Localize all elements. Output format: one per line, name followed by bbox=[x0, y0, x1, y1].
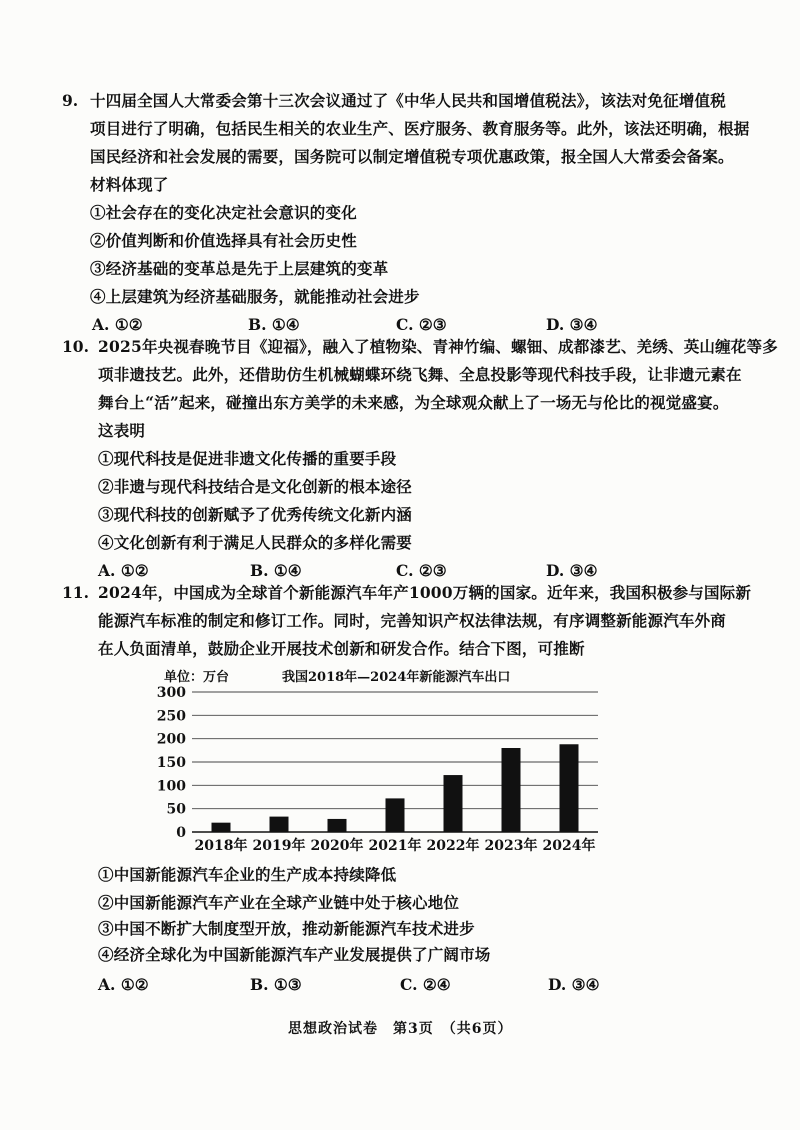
y-tick-label: 0 bbox=[176, 825, 186, 841]
x-tick-label: 2024年 bbox=[542, 838, 596, 854]
stem-line: 能源汽车标准的制定和修订工作。同时，完善知识产权法律法规，有序调整新能源汽车外商 bbox=[98, 611, 727, 630]
stem-line: 2025年央视春晚节目《迎福》，融入了植物染、青神竹编、螺钿、成都漆艺、羌绣、英山缠花等多 bbox=[98, 337, 778, 356]
bar-2023年 bbox=[502, 748, 521, 832]
statement: ③现代科技的创新赋予了优秀传统文化新内涵 bbox=[98, 505, 413, 524]
statement: ②价值判断和价值选择具有社会历史性 bbox=[90, 231, 357, 250]
option-a[interactable]: A. ①② bbox=[92, 315, 143, 334]
statement: ③经济基础的变革总是先于上层建筑的变革 bbox=[90, 259, 389, 278]
statement: ④上层建筑为经济基础服务，就能推动社会进步 bbox=[90, 287, 420, 306]
statement: ④经济全球化为中国新能源汽车产业发展提供了广阔市场 bbox=[98, 945, 491, 964]
page-footer: 思想政治试卷 第3页 （共6页） bbox=[288, 1021, 513, 1037]
option-d[interactable]: D. ③④ bbox=[546, 561, 598, 580]
option-d[interactable]: D. ③④ bbox=[548, 975, 600, 994]
stem-line: 项目进行了明确，包括民生相关的农业生产、医疗服务、教育服务等。此外，该法还明确，根据 bbox=[90, 119, 750, 138]
x-tick-label: 2020年 bbox=[310, 838, 364, 854]
x-tick-label: 2022年 bbox=[426, 838, 480, 854]
option-c[interactable]: C. ②③ bbox=[396, 315, 447, 334]
y-tick-label: 250 bbox=[156, 708, 186, 725]
option-d[interactable]: D. ③④ bbox=[546, 315, 598, 334]
option-a[interactable]: A. ①② bbox=[98, 561, 149, 580]
statement: ②中国新能源汽车产业在全球产业链中处于核心地位 bbox=[98, 893, 460, 912]
option-c[interactable]: C. ②③ bbox=[396, 561, 447, 580]
stem-line: 这表明 bbox=[98, 421, 146, 440]
statement: ①中国新能源汽车企业的生产成本持续降低 bbox=[98, 865, 397, 884]
x-tick-label: 2019年 bbox=[252, 838, 306, 854]
bar-2022年 bbox=[444, 775, 463, 832]
option-b[interactable]: B. ①④ bbox=[250, 561, 302, 580]
bar-2018年 bbox=[212, 823, 231, 832]
x-tick-label: 2023年 bbox=[484, 838, 538, 854]
stem-line: 国民经济和社会发展的需要，国务院可以制定增值税专项优惠政策，报全国人大常委会备案。 bbox=[90, 147, 734, 166]
bar-2024年 bbox=[560, 744, 579, 832]
statement: ①现代科技是促进非遗文化传播的重要手段 bbox=[98, 449, 397, 468]
option-a[interactable]: A. ①② bbox=[98, 975, 149, 994]
y-tick-label: 200 bbox=[156, 731, 186, 748]
x-tick-label: 2021年 bbox=[368, 838, 422, 854]
option-b[interactable]: B. ①③ bbox=[250, 975, 302, 994]
statement: ③中国不断扩大制度型开放，推动新能源汽车技术进步 bbox=[98, 919, 475, 938]
bar-2019年 bbox=[270, 817, 289, 832]
stem-line: 十四届全国人大常委会第十三次会议通过了《中华人民共和国增值税法》，该法对免征增值税 bbox=[90, 91, 726, 110]
y-tick-label: 150 bbox=[156, 755, 186, 771]
y-tick-label: 300 bbox=[156, 685, 186, 701]
chart-unit-label: 单位：万台 bbox=[164, 670, 230, 685]
option-c[interactable]: C. ②④ bbox=[400, 975, 451, 994]
statement: ②非遗与现代科技结合是文化创新的根本途径 bbox=[98, 477, 413, 496]
stem-line: 在人负面清单，鼓励企业开展技术创新和研发合作。结合下图，可推断 bbox=[98, 639, 585, 658]
bar-2021年 bbox=[386, 798, 405, 832]
question-number: 10. bbox=[62, 337, 89, 356]
bar-2020年 bbox=[328, 819, 347, 832]
statement: ①社会存在的变化决定社会意识的变化 bbox=[90, 203, 357, 222]
statement: ④文化创新有利于满足人民群众的多样化需要 bbox=[98, 533, 413, 552]
stem-line: 舞台上“活”起来，碰撞出东方美学的未来感，为全球观众献上了一场无与伦比的视觉盛宴。 bbox=[98, 393, 729, 412]
y-tick-label: 50 bbox=[166, 801, 186, 818]
question-number: 9. bbox=[62, 91, 79, 110]
y-tick-label: 100 bbox=[156, 778, 186, 795]
stem-line: 材料体现了 bbox=[90, 175, 169, 194]
option-b[interactable]: B. ①④ bbox=[248, 315, 300, 334]
stem-line: 2024年，中国成为全球首个新能源汽车年产1000万辆的国家。近年来，我国积极参与国际新 bbox=[98, 583, 752, 602]
chart-title: 我国2018年—2024年新能源汽车出口 bbox=[282, 670, 511, 685]
stem-line: 项非遗技艺。此外，还借助仿生机械蝴蝶环绕飞舞、全息投影等现代科技手段，让非遗元素在 bbox=[98, 365, 742, 384]
x-tick-label: 2018年 bbox=[194, 838, 248, 854]
question-number: 11. bbox=[62, 583, 89, 602]
